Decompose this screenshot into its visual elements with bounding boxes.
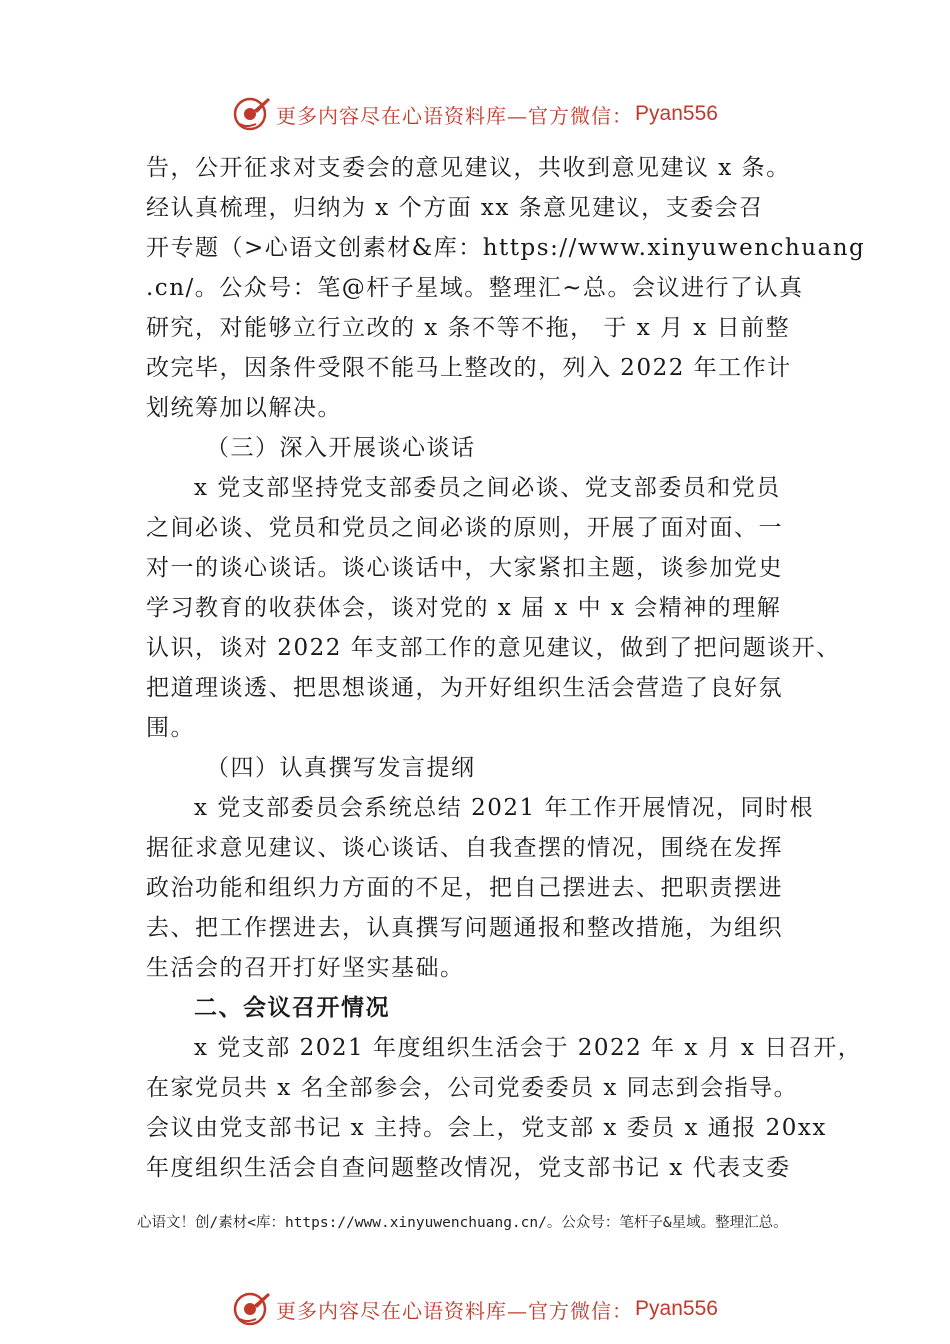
body-line: x 党支部 2021 年度组织生活会于 2022 年 x 月 x 日召开， xyxy=(194,1035,863,1061)
body-line: 开专题（>心语文创素材&库：https://www.xinyuwenchuang xyxy=(146,235,866,261)
section-heading-3: （三）深入开展谈心谈话 xyxy=(206,435,476,461)
body-line: 把道理谈透、把思想谈通，为开好组织生活会营造了良好氛 xyxy=(146,675,783,701)
body-line: 经认真梳理，归纳为 x 个方面 xx 条意见建议，支委会召 xyxy=(146,195,764,221)
chapter-heading-2: 二、会议召开情况 xyxy=(194,995,390,1021)
body-line: 围。 xyxy=(146,715,195,741)
body-line: 政治功能和组织力方面的不足，把自己摆进去、把职责摆进 xyxy=(146,875,783,901)
body-line: 会议由党支部书记 x 主持。会上，党支部 x 委员 x 通报 20xx xyxy=(146,1115,827,1141)
body-line: x 党支部坚持党支部委员之间必谈、党支部委员和党员 xyxy=(194,475,781,501)
section-heading-4: （四）认真撰写发言提纲 xyxy=(206,755,476,781)
body-line: 告，公开征求对支委会的意见建议，共收到意见建议 x 条。 xyxy=(146,155,791,181)
body-line: 之间必谈、党员和党员之间必谈的原则，开展了面对面、一 xyxy=(146,515,783,541)
footer-banner-text: 更多内容尽在心语资料库—官方微信： xyxy=(276,1298,634,1323)
body-line: .cn/。公众号：笔@杆子星域。整理汇~总。会议进行了认真 xyxy=(146,275,804,301)
body-line: 年度组织生活会自查问题整改情况，党支部书记 x 代表支委 xyxy=(146,1155,791,1181)
document-body xyxy=(146,148,866,1188)
header-banner-text: 更多内容尽在心语资料库—官方微信： xyxy=(276,103,634,128)
body-line: 对一的谈心谈话。谈心谈话中，大家紧扣主题，谈参加党史 xyxy=(146,555,783,581)
footer-banner-wechat-id: Pyan556 xyxy=(635,1297,718,1320)
footnote-text: 心语文！创/素材<库：https://www.xinyuwenchuang.cn/。公众号：笔杆子&星域。整理汇总。 xyxy=(137,1215,788,1231)
footer-watermark-banner xyxy=(0,1287,950,1331)
header-watermark-banner xyxy=(0,92,950,136)
body-line: 学习教育的收获体会，谈对党的 x 届 x 中 x 会精神的理解 xyxy=(146,595,782,621)
body-line: 改完毕，因条件受限不能马上整改的，列入 2022 年工作计 xyxy=(146,355,792,381)
pen-logo-icon xyxy=(232,1289,272,1329)
body-line: 研究，对能够立行立改的 x 条不等不拖， 于 x 月 x 日前整 xyxy=(146,315,791,341)
body-line: 划统筹加以解决。 xyxy=(146,395,342,421)
pen-logo-icon xyxy=(232,94,272,134)
body-line: x 党支部委员会系统总结 2021 年工作开展情况，同时根 xyxy=(194,795,814,821)
body-line: 认识，谈对 2022 年支部工作的意见建议，做到了把问题谈开、 xyxy=(146,635,841,661)
body-line: 去、把工作摆进去，认真撰写问题通报和整改措施，为组织 xyxy=(146,915,783,941)
body-line: 在家党员共 x 名全部参会，公司党委委员 x 同志到会指导。 xyxy=(146,1075,799,1101)
body-line: 生活会的召开打好坚实基础。 xyxy=(146,955,465,981)
header-banner-wechat-id: Pyan556 xyxy=(635,102,718,125)
body-line: 据征求意见建议、谈心谈话、自我查摆的情况，围绕在发挥 xyxy=(146,835,783,861)
